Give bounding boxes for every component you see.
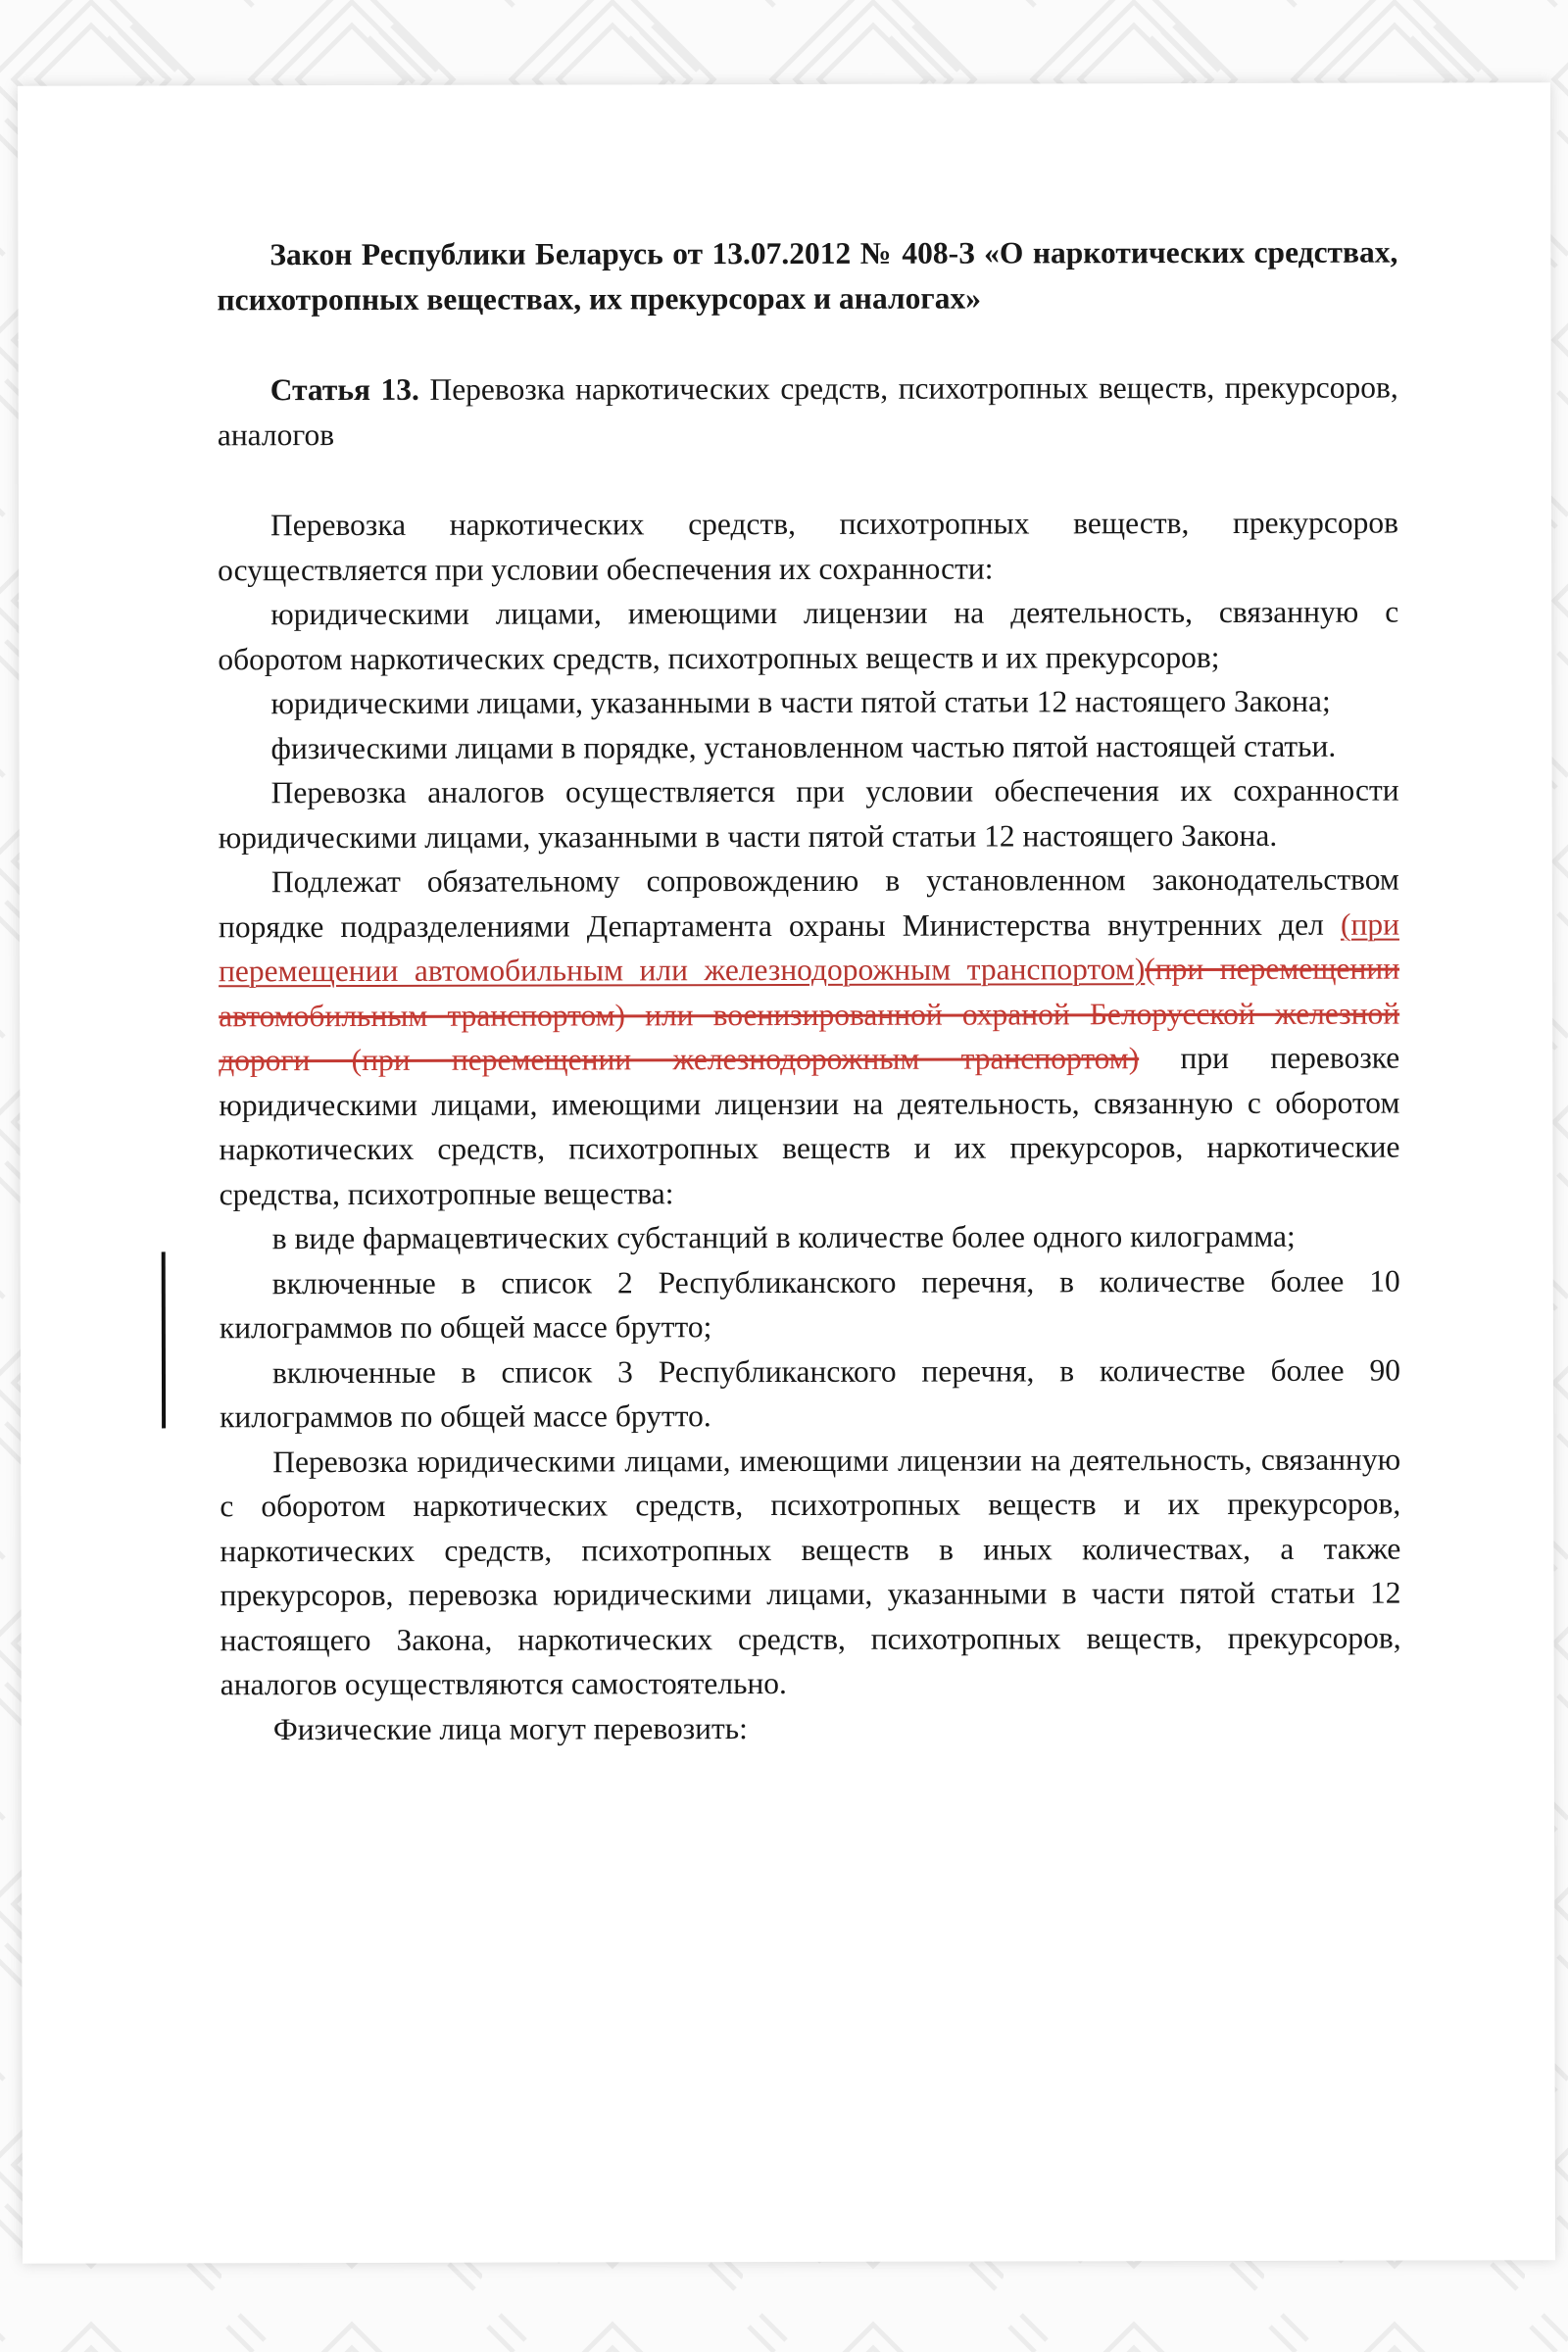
paragraph-4: физическими лицами в порядке, установленном частью пятой настоящей статьи. — [270, 728, 1337, 765]
paragraph-6-lead-text: Подлежат обязательному сопровождению в установленном законодательством порядке подразделениями Департамента охраны Министерства внутренних дел — [218, 861, 1399, 944]
paragraph-2: юридическими лицами, имеющими лицензии на деятельность, связанную с оборотом наркотических средств, психотропных веществ и их прекурсоров; — [218, 594, 1399, 676]
paragraph-8: включенные в список 2 Республиканского перечня, в количестве более 10 килограммов по общей массе брутто; — [219, 1263, 1400, 1346]
paragraph-9: включенные в список 3 Республиканского перечня, в количестве более 90 килограммов по общей массе брутто. — [220, 1352, 1401, 1435]
paragraph-11: Физические лица могут перевозить: — [272, 1710, 748, 1746]
article-heading — [218, 366, 1398, 458]
document-body — [217, 230, 1401, 1752]
paragraph-1: Перевозка наркотических средств, психотропных веществ, прекурсоров осуществляется при условии обеспечения их сохранности: — [218, 505, 1399, 587]
paragraph-3: юридическими лицами, указанными в части пятой статьи 12 настоящего Закона; — [270, 683, 1331, 721]
tracked-insertion: (при перемещении автомобильным или железнодорожным транспортом) — [219, 906, 1399, 989]
paragraph-6-tracked-changes — [219, 858, 1400, 1217]
paragraph-10: Перевозка юридическими лицами, имеющими лицензии на деятельность, связанную с оборотом наркотических средств, психотропных веществ и их прекурсоров, наркотических средств, психотропных веществ в иных количествах, а также прекурсоров, перевозка юридическими лицами, указанными в части пятой статьи 12 настоящего Закона, наркотических средств, психотропных веществ, прекурсоров, аналогов осуществляются самостоятельно. — [220, 1442, 1401, 1702]
paragraph-7: в виде фармацевтических субстанций в количестве более одного килограмма; — [271, 1218, 1296, 1256]
document-page — [18, 82, 1555, 2264]
article-label: Статья 13. — [270, 371, 419, 408]
article-title: Перевозка наркотических средств, психотропных веществ, прекурсоров, аналогов — [217, 369, 1398, 452]
tracked-deletion: (при перемещении автомобильным транспортом) или военизированной охраной Белорусской железной дороги (при перемещении железнодорожным транспортом) — [219, 951, 1400, 1078]
paragraph-5: Перевозка аналогов осуществляется при условии обеспечения их сохранности юридическими лицами, указанными в части пятой статьи 12 настоящего Закона. — [218, 772, 1399, 855]
page-title: Закон Республики Беларусь от 13.07.2012 № 408-З «О наркотических средствах, психотропных веществах, их прекурсорах и аналогах» — [217, 234, 1398, 317]
paragraph-6-tail-text: при перевозке юридическими лицами, имеющими лицензии на деятельность, связанную с оборотом наркотических средств, психотропных веществ и их прекурсоров, наркотические средства, психотропные вещества: — [219, 1040, 1400, 1211]
change-bar — [162, 1251, 166, 1428]
